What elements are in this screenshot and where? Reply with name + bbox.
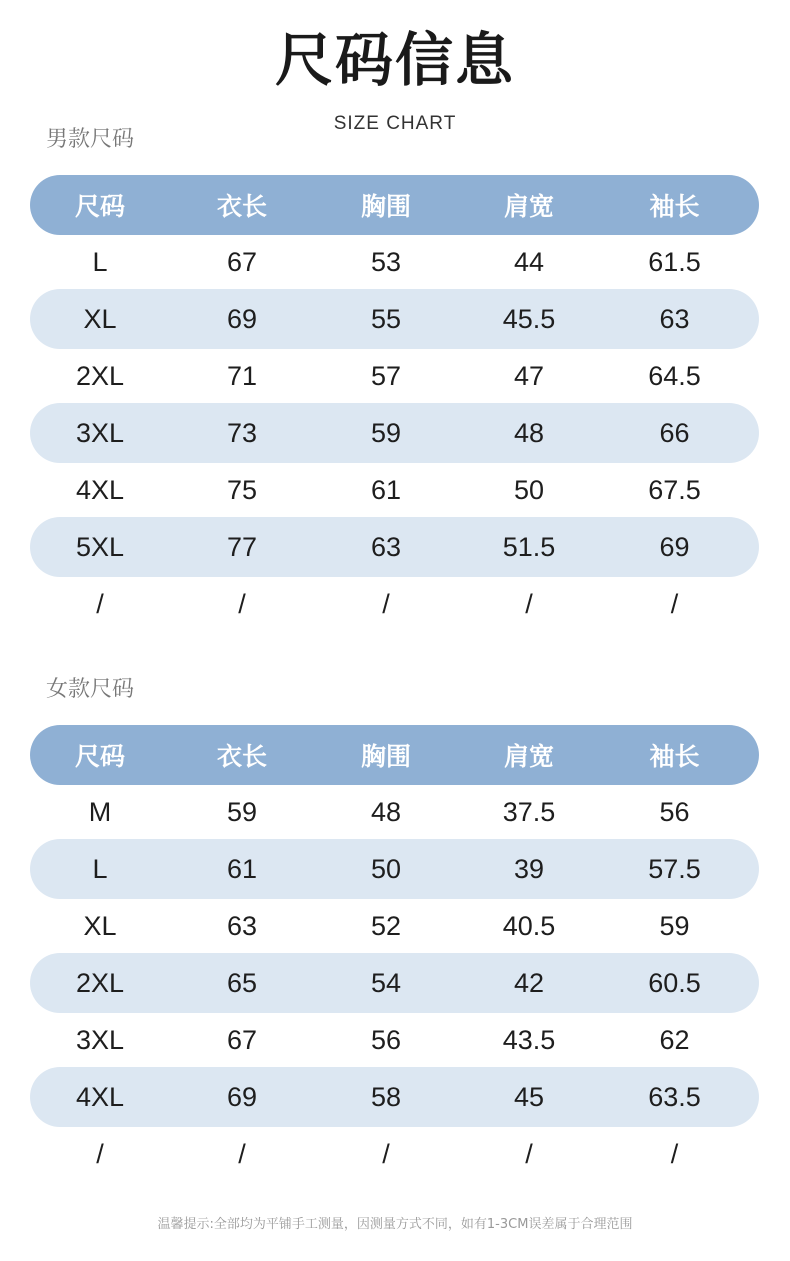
header-cell: 袖长 [649,192,700,221]
measurement-cell: / [238,588,246,619]
table-row [30,785,759,839]
table-row [30,899,759,953]
measurement-cell: 61 [226,853,258,884]
measurement-cell: 64.5 [648,360,701,391]
table-row [30,1127,759,1181]
women-section-label: 女款尺码 [46,677,135,702]
measurement-cell: 65 [226,967,258,998]
measurement-cell: 63 [226,910,258,941]
measurement-cell: 59 [226,796,258,827]
measurement-cell: 60.5 [648,967,701,998]
header-cell: 尺码 [74,742,125,771]
size-cell: / [96,588,104,619]
measurement-cell: / [525,588,533,619]
table-header [30,725,759,785]
size-cell: 4XL [75,1081,125,1112]
measurement-cell: 58 [370,1081,402,1112]
measurement-cell: 69 [226,303,258,334]
measurement-cell: 59 [659,910,690,941]
measurement-cell: 66 [659,417,690,448]
measurement-cell: 61.5 [648,246,701,277]
women-size-table [30,725,759,1181]
measurement-cell: / [382,1138,390,1169]
size-cell: 2XL [75,360,125,391]
measurement-cell: 67.5 [648,474,701,505]
measurement-cell: 69 [226,1081,258,1112]
header-cell: 袖长 [649,742,700,771]
measurement-cell: 56 [370,1024,402,1055]
measurement-cell: / [670,588,679,619]
measurement-cell: 77 [226,531,258,562]
page-subtitle: SIZE CHART [333,113,457,134]
measurement-cell: 47 [513,360,545,391]
header-cell: 衣长 [216,742,267,771]
measurement-cell: / [382,588,390,619]
table-row [30,349,759,403]
table-row [30,289,759,349]
measurement-cell: / [238,1138,246,1169]
size-cell: L [92,246,108,277]
table-row [30,577,759,631]
measurement-cell: 39 [513,853,545,884]
measurement-note: 温馨提示:全部均为平铺手工测量，因测量方式不同，如有1-3CM误差属于合理范围 [157,1217,633,1232]
size-cell: M [88,796,112,827]
measurement-cell: 67 [226,1024,258,1055]
measurement-cell: 69 [659,531,690,562]
table-row [30,953,759,1013]
size-cell: 3XL [75,417,125,448]
measurement-cell: 37.5 [502,796,556,827]
table-row [30,1013,759,1067]
table-row [30,517,759,577]
table-header [30,175,759,235]
table-row [30,463,759,517]
measurement-cell: 45 [513,1081,545,1112]
measurement-cell: 67 [226,246,258,277]
measurement-cell: 44 [513,246,545,277]
page-title: 尺码信息 [274,26,515,94]
measurement-cell: 75 [226,474,258,505]
size-cell: L [92,853,108,884]
measurement-cell: 50 [513,474,545,505]
size-cell: 2XL [75,967,125,998]
men-section-label: 男款尺码 [46,127,135,152]
size-cell: 5XL [75,531,125,562]
measurement-cell: 61 [370,474,402,505]
table-row [30,235,759,289]
header-cell: 胸围 [360,742,411,771]
measurement-cell: / [670,1138,679,1169]
size-cell: 4XL [75,474,125,505]
measurement-cell: 53 [370,246,402,277]
measurement-cell: 52 [370,910,402,941]
measurement-cell: 71 [226,360,258,391]
measurement-cell: 63.5 [648,1081,701,1112]
header-cell: 胸围 [360,192,411,221]
measurement-cell: 43.5 [502,1024,556,1055]
measurement-cell: 62 [659,1024,690,1055]
measurement-cell: 63 [659,303,690,334]
men-size-table [30,175,759,631]
header-cell: 肩宽 [503,192,554,221]
size-cell: / [96,1138,104,1169]
measurement-cell: 42 [513,967,545,998]
measurement-cell: 55 [370,303,402,334]
table-row [30,1067,759,1127]
measurement-cell: 40.5 [502,910,556,941]
table-row [30,403,759,463]
measurement-cell: 50 [370,853,402,884]
measurement-cell: 57.5 [648,853,701,884]
measurement-cell: / [525,1138,533,1169]
measurement-cell: 45.5 [502,303,556,334]
size-cell: XL [83,910,117,941]
header-cell: 尺码 [74,192,125,221]
table-row [30,839,759,899]
header-cell: 肩宽 [503,742,554,771]
measurement-cell: 48 [370,796,402,827]
measurement-cell: 73 [226,417,258,448]
header-cell: 衣长 [216,192,267,221]
measurement-cell: 48 [513,417,545,448]
measurement-cell: 56 [659,796,690,827]
measurement-cell: 54 [370,967,402,998]
size-cell: 3XL [75,1024,125,1055]
measurement-cell: 57 [370,360,402,391]
measurement-cell: 63 [370,531,402,562]
measurement-cell: 59 [370,417,402,448]
measurement-cell: 51.5 [502,531,556,562]
size-cell: XL [83,303,117,334]
